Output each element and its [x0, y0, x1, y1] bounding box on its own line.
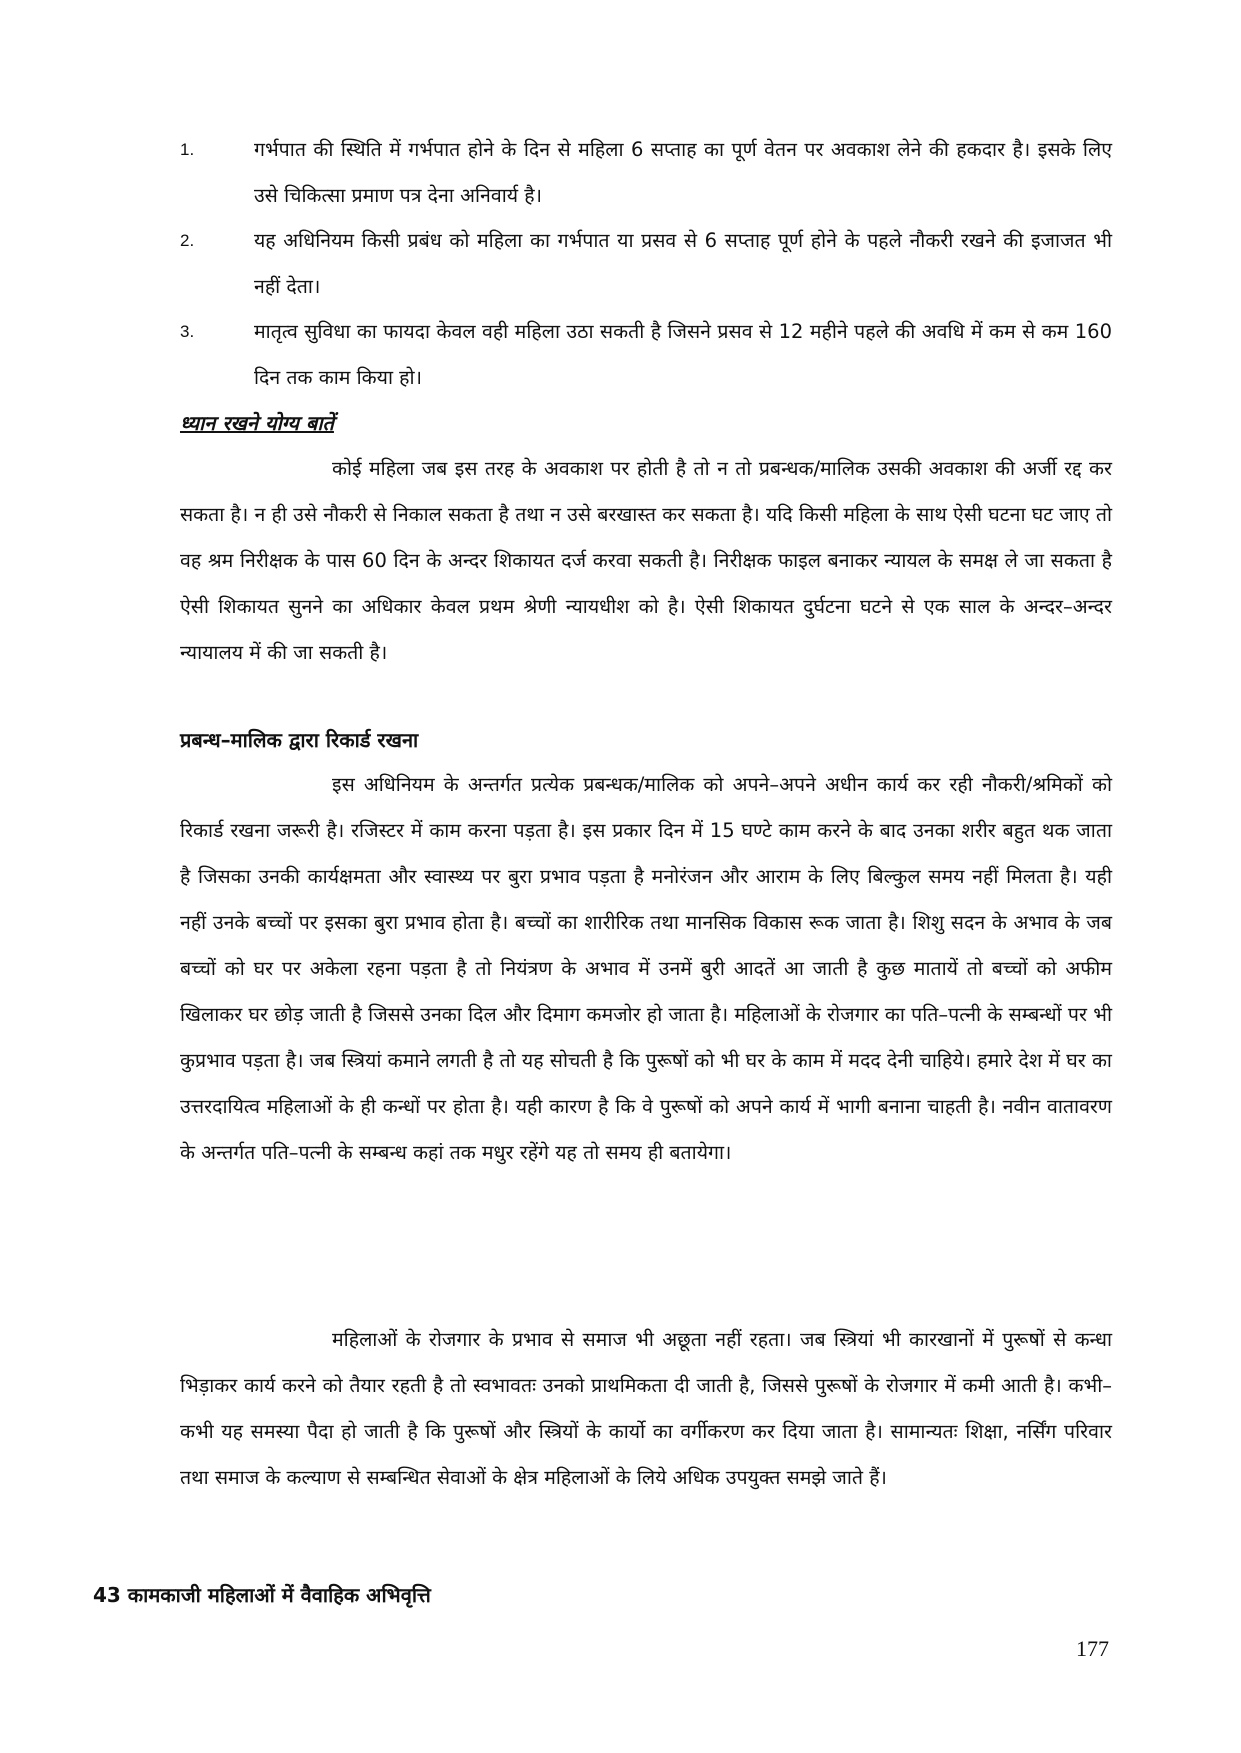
paragraph: कोई महिला जब इस तरह के अवकाश पर होती है तो न तो प्रबन्धक/मालिक उसकी अवकाश की अर्जी रद्द कर सकता है। न ही उसे नौकरी से निकाल सकता है तथा न उसे बरखास्त कर सकता है। यदि किसी महिला के साथ ऐसी घटना घट जाए तो वह श्रम निरीक्षक के पास 60 दिन के अन्दर शिकायत दर्ज करवा सकती है। निरीक्षक फाइल बनाकर न्यायल के समक्ष ले जा सकता है ऐसी शिकायत सुनने का अधिकार केवल प्रथम श्रेणी न्यायधीश को है। ऐसी शिकायत दुर्घटना घटने से एक साल के अन्दर–अन्दर न्यायालय में की जा सकती है। — [180, 457, 1112, 664]
list-text: गर्भपात की स्थिति में गर्भपात होने के दिन से महिला 6 सप्ताह का पूर्ण वेतन पर अवकाश लेने की हकदार है। इसके लिए उसे चिकित्सा प्रमाण पत्र देना अनिवार्य है। — [254, 138, 1112, 207]
page-number: 177 — [1076, 1636, 1109, 1661]
section-heading: प्रबन्ध–मालिक द्वारा रिकार्ड रखना — [180, 728, 419, 752]
paragraph: इस अधिनियम के अन्तर्गत प्रत्येक प्रबन्धक/मालिक को अपने–अपने अधीन कार्य कर रही नौकरी/श्रमिकों को रिकार्ड रखना जरूरी है। रजिस्टर में काम करना पड़ता है। इस प्रकार दिन में 15 घण्टे काम करने के बाद उनका शरीर बहुत थक जाता है जिसका उनकी कार्यक्षमता और स्वास्थ्य पर बुरा प्रभाव पड़ता है मनोरंजन और आराम के लिए बिल्कुल समय नहीं मिलता है। यही नहीं उनके बच्चों पर इसका बुरा प्रभाव होता है। बच्चों का शारीरिक तथा मानसिक विकास रूक जाता है। शिशु सदन के अभाव के जब बच्चों को घर पर अकेला रहना पड़ता है तो नियंत्रण के अभाव में उनमें बुरी आदतें आ जाती है कुछ मातायें तो बच्चों को अफीम खिलाकर घर छोड़ जाती है जिससे उनका दिल और दिमाग कमजोर हो जाता है। महिलाओं के रोजगार का पति–पत्नी के सम्बन्धों पर भी कुप्रभाव पड़ता है। जब स्त्रियां कमाने लगती है तो यह सोचती है कि पुरूषों को भी घर के काम में मदद देनी चाहिये। हमारे देश में घर का उत्तरदायित्व महिलाओं के ही कन्धों पर होता है। यही कारण है कि वे पुरूषों को अपने कार्य में भागी बनाना चाहती है। नवीन वातावरण के अन्तर्गत पति–पत्नी के सम्बन्ध कहां तक मधुर रहेंगे यह तो समय ही बतायेगा। — [180, 773, 1112, 1164]
section-heading: ध्यान रखने योग्य बातें — [180, 411, 334, 435]
paragraph: महिलाओं के रोजगार के प्रभाव से समाज भी अछूता नहीं रहता। जब स्त्रियां भी कारखानों में पुरूषों से कन्धा भिड़ाकर कार्य करने को तैयार रहती है तो स्वभावतः उनको प्राथमिकता दी जाती है, जिससे पुरूषों के रोजगार में कमी आती है। कभी–कभी यह समस्या पैदा हो जाती है कि पुरूषों और स्त्रियों के कार्यो का वर्गीकरण कर दिया जाता है। सामान्यतः शिक्षा, नर्सिंग परिवार तथा समाज के कल्याण से सम्बन्धित सेवाओं के क्षेत्र महिलाओं के लिये अधिक उपयुक्त समझे जाते हैं। — [180, 1328, 1112, 1489]
list-text: मातृत्व सुविधा का फायदा केवल वही महिला उठा सकती है जिसने प्रसव से 12 महीने पहले की अवधि में कम से कम 160 दिन तक काम किया हो। — [254, 320, 1112, 389]
list-item — [180, 218, 1112, 310]
list-number: 1. — [180, 140, 195, 159]
list-item — [180, 309, 1112, 401]
next-section-title: 43 कामकाजी महिलाओं में वैवाहिक अभिवृत्ति — [93, 1583, 431, 1607]
list-number: 2. — [180, 231, 195, 250]
list-item — [180, 127, 1112, 219]
list-text: यह अधिनियम किसी प्रबंध को महिला का गर्भपात या प्रसव से 6 सप्ताह पूर्ण होने के पहले नौकरी रखने की इजाजत भी नहीं देता। — [254, 229, 1112, 298]
list-number: 3. — [180, 322, 195, 341]
